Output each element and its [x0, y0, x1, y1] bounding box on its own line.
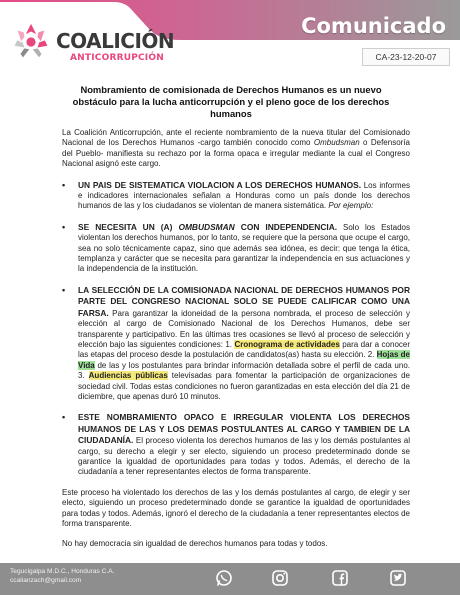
bullet-1-heading: UN PAIS DE SISTEMATICA VIOLACION A LOS DERECHOS HUMANOS.: [78, 179, 362, 190]
bullet-dot: •: [62, 284, 66, 295]
bullet-3-highlight-hearings: Audiencias públicas: [88, 371, 168, 381]
bullet-dot: •: [62, 221, 66, 232]
document-type-badge: Comunicado: [301, 14, 446, 38]
intro-text-a: La Coalición Anticorrupción, ante el reciente nombramiento de la nueva titular del Comisionado Nacional de los Derechos Humanos -cargo también conocido como: [62, 128, 410, 148]
bullet-4-heading: ESTE NOMBRAMIENTO OPACO E IRREGULAR VIOLENTA LOS DERECHOS HUMANOS DE LAS Y LOS DEMAS POSTULANTES AL CARGO Y TAMBIEN DE LA CIUDADANÍA.: [78, 412, 410, 446]
bullet-3-text-1: Para garantizar la idoneidad de la persona nombrada, el proceso de selección y elección al cargo de Comisionado Nacional de los Derechos Humanos, debe ser transparente y participativo. En las últimas tres ocasiones se llevó al proceso de selección y elección bajo las siguientes condiciones: 1.: [78, 308, 410, 349]
bullet-3-highlight-schedule: Cronograma de actividades: [234, 339, 340, 349]
bullet-3-highlight-cv: Hojas de Vida: [78, 350, 411, 370]
bullet-3-heading: LA SELECCIÓN DE LA COMISIONADA NACIONAL DE DERECHOS HUMANOS POR PARTE DEL CONGRESO NACIONAL SOLO SE PUEDE CALIFICAR COMO UNA FARSA.: [78, 284, 410, 318]
logo-subtitle: ANTICORRUPCIÓN: [70, 53, 164, 63]
bullet-3-text-3: de las y los postulantes para brindar información detallada sobre el perfil de cada uno. 3.: [78, 360, 410, 381]
bullet-4-text: El proceso violenta los derechos humanos de las y los demás postulantes al cargo, su derecho a elegir y ser electo, siguiendo un proceso predeterminado donde se garantice la igualdad de oportunidades para todas y todos. Además, el derecho de la ciudadanía a tener representantes electos de forma transparente.: [78, 436, 410, 477]
bullet-1-italic: Por ejemplo:: [328, 201, 374, 211]
bullet-2-text: Solo los Estados violentan los derechos humanos, por lo tanto, se requiere que la persona que ocupe el cargo, sea no solo técnicamente capaz, sino que además sea idónea, es decir: que tenga la ética, templanza y carácter que se necesita para garantizar la independencia en sus actuaciones y la independencia de la institución.: [78, 222, 410, 274]
document-code: CA-23-12-20-07: [362, 48, 450, 66]
closing-paragraph: Este proceso ha violentado los derechos de las y los demás postulantes al cargo, de elegir y ser electo, siguiendo un proceso predeterminado donde se garantice la igualdad de oportunidades para todas y todos. Además, ignoró el derecho de la ciudadanía a tener representantes electos de forma transparente.: [62, 487, 410, 528]
bullet-2-heading-a: SE NECESITA UN (A): [78, 221, 179, 232]
document-body: [62, 128, 410, 560]
footer-address: Tegucigalpa M.D.C., Honduras C.A.: [10, 568, 115, 575]
facebook-icon[interactable]: [330, 568, 350, 588]
bullet-list: [62, 180, 410, 478]
bullet-item-1: [62, 180, 410, 212]
logo-title: COALICIÓN: [56, 29, 175, 53]
bullet-item-2: [62, 222, 410, 275]
logo-mark-icon: [10, 20, 52, 62]
closing-statement: No hay democracia sin igualdad de derechos humanos para todas y todos.: [62, 539, 328, 549]
footer-bar: [0, 563, 460, 595]
bullet-dot: •: [62, 179, 66, 190]
bullet-1-text: Los informes e indicadores internacionales señalan a Honduras como un país donde los derechos humanos de las y los ciudadanos se violentan de manera sistemática.: [78, 180, 410, 211]
intro-text-c: o Defensoría del Pueblo- manifiesta su rechazo por la forma opaca e irregular mediante la cual el Congreso Nacional asignó este cargo.: [62, 138, 410, 169]
intro-paragraph: [62, 128, 410, 170]
bullet-item-4: [62, 412, 410, 477]
document-title: Nombramiento de comisionada de Derechos Humanos es un nuevo obstáculo para la lucha anticorrupción y el pleno goce de los derechos humanos: [72, 84, 390, 119]
bullet-2-heading-ombudsman: OMBUDSMAN: [178, 221, 235, 232]
coalition-logo: [10, 14, 175, 70]
whatsapp-icon[interactable]: [214, 568, 234, 588]
intro-ombudsman: Ombudsman: [313, 138, 360, 148]
footer-email: ccalianzach@gmail.com: [10, 577, 82, 584]
bullet-item-3: [62, 285, 410, 402]
twitter-icon[interactable]: [388, 568, 408, 588]
bullet-2-heading-c: CON INDEPENDENCIA.: [234, 221, 338, 232]
bullet-3-text-2: para dar a conocer las etapas del proceso desde la postulación de candidatos(as) hasta su elección. 2.: [78, 339, 410, 360]
bullet-dot: •: [62, 412, 66, 423]
instagram-icon[interactable]: [270, 568, 290, 588]
bullet-3-text-4: televisadas para fomentar la participación de organizaciones de sociedad civil. Todas estas condiciones no fueron garantizadas en esta elección del día 21 de diciembre, que apenas duró 10 minutos.: [78, 371, 410, 401]
